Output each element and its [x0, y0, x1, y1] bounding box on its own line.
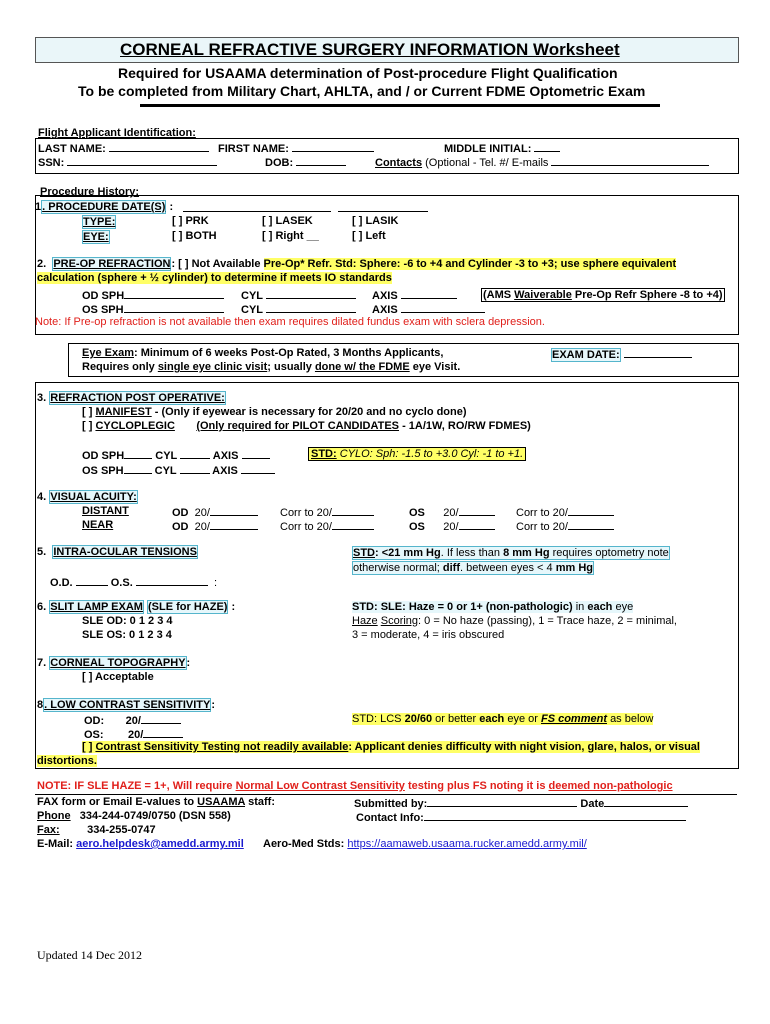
pre-op-os-axis	[372, 302, 485, 316]
lcs-std-b: 20/60	[404, 713, 433, 725]
dob-field[interactable]	[296, 155, 346, 166]
lcs-std-d: each	[479, 713, 505, 725]
submitted-label: Submitted by:	[354, 798, 428, 810]
post-op-os-cyl[interactable]	[180, 463, 210, 474]
fax-row	[37, 824, 156, 836]
post-op-od-label: OD SPH	[82, 450, 125, 462]
eye-exam-2e: eye Visit	[412, 361, 458, 373]
right-checkbox[interactable]: [ ] Right __	[262, 230, 319, 242]
procedure-heading: Procedure History:	[40, 186, 140, 198]
eye-exam-label: Eye Exam	[82, 347, 134, 359]
topography-acceptable-checkbox[interactable]: [ ] Acceptable	[82, 671, 154, 683]
eye-exam-2d: done w/ the FDME	[314, 361, 410, 373]
slit-lamp-label: SLIT LAMP EXAM	[50, 601, 143, 613]
va-corr-os-2	[516, 519, 614, 533]
not-available-checkbox[interactable]: : [ ] Not Available	[171, 258, 261, 270]
pre-op-od-sph-label: OD SPH	[82, 290, 125, 302]
lcs-od-2020: 20/	[125, 715, 141, 727]
aero-stds-label: Aero-Med Stds:	[263, 838, 345, 850]
pre-op-od-cyl	[241, 288, 356, 302]
dob-label	[265, 155, 346, 169]
sle-os-scale[interactable]: SLE OS: 0 1 2 3 4	[82, 629, 172, 641]
note-c: testing plus FS noting it is	[407, 780, 546, 792]
va-od-distant	[172, 505, 258, 519]
va-corr-label-1: Corr to 20/	[280, 507, 332, 519]
section-5-number: 5.	[37, 546, 47, 558]
pre-op-os-cyl	[241, 302, 356, 316]
iop-od-field[interactable]	[76, 575, 108, 586]
iop-std-e: requires optometry note	[552, 547, 669, 559]
post-op-od-axis-label: AXIS	[212, 450, 239, 462]
lcs-os-label: OS:	[84, 729, 104, 741]
note-b: Normal Low Contrast Sensitivity	[235, 780, 405, 792]
fax-a: FAX form or Email E-values to	[37, 796, 195, 808]
sle-std-d: eye	[615, 601, 634, 613]
contact-field[interactable]	[424, 810, 686, 821]
left-checkbox[interactable]: [ ] Left	[352, 230, 386, 242]
date-field[interactable]	[604, 796, 688, 807]
lcs-std-e: eye or	[507, 713, 538, 725]
section-1-number: 1	[35, 201, 42, 213]
iop-od-label: O.D.	[50, 577, 73, 589]
contacts-label	[375, 155, 709, 169]
lcs-std-g: as below	[610, 713, 654, 725]
section-7-heading	[37, 657, 190, 669]
procedure-date-field-1[interactable]	[183, 201, 331, 212]
fax-c: staff:	[248, 796, 275, 808]
iop-os-label: O.S.	[110, 577, 133, 589]
section-3-number: 3.	[37, 392, 47, 404]
pre-op-std-a: Pre-Op* Refr. Std	[263, 258, 353, 270]
iop-std-line-1	[352, 546, 670, 560]
lasik-checkbox[interactable]: [ ] LASIK	[352, 215, 399, 227]
dob-text: DOB:	[265, 157, 294, 169]
first-name-text: FIRST NAME:	[218, 143, 289, 155]
contrast-unavailable-label: Contrast Sensitivity Testing not readily available	[95, 741, 349, 753]
pre-op-os-cyl-label: CYL	[241, 304, 263, 316]
submitted-row	[354, 796, 688, 810]
eye-exam-line-2: Requires only single eye clinic visit; usually done w/ the FDME eye Visit.	[82, 361, 461, 373]
manifest-label: MANIFEST	[95, 406, 152, 418]
pre-op-calc-note: calculation (sphere + ½ cylinder) to determine if meets IO standards	[37, 272, 392, 284]
va-os-label-1: OS	[409, 507, 425, 519]
submitted-field[interactable]	[427, 796, 577, 807]
ams-waiver-note	[481, 288, 725, 302]
ams-a: (AMS	[483, 289, 512, 301]
lcs-od-field[interactable]	[141, 713, 181, 724]
sle-std	[352, 601, 633, 613]
section-6-heading	[37, 601, 235, 613]
lcs-std-f: FS comment	[540, 713, 607, 725]
corneal-topography-label: CORNEAL TOPOGRAPHY	[50, 657, 186, 669]
post-op-os-axis[interactable]	[241, 463, 275, 474]
email-label: E-Mail:	[37, 838, 74, 850]
pre-op-refraction-label: PRE-OP REFRACTION	[53, 258, 171, 270]
lcs-os-2020: 20/	[128, 729, 144, 741]
haze-b: Scoring	[380, 615, 419, 627]
procedure-date-field-2[interactable]	[338, 201, 428, 212]
visual-acuity-label: VISUAL ACUITY:	[50, 491, 137, 503]
post-op-os-sph[interactable]	[124, 463, 152, 474]
eye-exam-2a: Requires only	[82, 361, 155, 373]
pre-op-od-axis	[372, 288, 457, 302]
section-8-number: 8	[37, 699, 44, 711]
va-corr-os-near-field[interactable]	[568, 519, 614, 530]
slit-lamp-label-2: (SLE for HAZE)	[148, 601, 228, 613]
sle-haze-note	[37, 780, 673, 792]
va-corr-od-near-field[interactable]	[332, 519, 374, 530]
phone-row	[37, 810, 231, 822]
procedure-dates-label: . PROCEDURE DATE(S)	[42, 201, 166, 213]
va-od-label-1: OD	[172, 507, 189, 519]
cycloplegic-checkbox[interactable]: [ ]	[82, 420, 93, 432]
phone-label: Phone	[37, 810, 71, 822]
section-8-heading	[37, 699, 215, 711]
iop-colon: :	[213, 577, 218, 589]
email-link[interactable]: aero.helpdesk@amedd.army.mil	[76, 838, 244, 850]
ssn-text: SSN:	[38, 157, 65, 169]
section-7-number: 7.	[37, 657, 47, 669]
pre-op-os-axis-field[interactable]	[401, 302, 485, 313]
phone-value: 334-244-0749/0750 (DSN 558)	[79, 810, 231, 822]
low-contrast-colon: :	[211, 699, 216, 711]
va-od-label-2: OD	[172, 521, 189, 533]
contrast-unavailable-row	[82, 741, 700, 753]
eye-exam-2c: ; usually	[267, 361, 312, 373]
ssn-field[interactable]	[67, 155, 217, 166]
eye-exam-line-1	[82, 347, 443, 359]
contact-label: Contact Info:	[356, 812, 424, 824]
contacts-note: (Optional - Tel. #/ E-mails	[425, 157, 549, 169]
pre-op-od-sph-field[interactable]	[124, 288, 224, 299]
sle-std-a: STD: SLE: Haze = 0 or 1+ (non-pathologic)	[352, 601, 573, 613]
contrast-unavailable-checkbox[interactable]: [ ]	[82, 741, 93, 753]
cyclo-row	[82, 420, 531, 432]
aero-stds-row	[263, 838, 587, 850]
post-op-od-axis[interactable]	[242, 448, 270, 459]
post-op-od-row	[82, 448, 270, 462]
haze-scoring-2: 3 = moderate, 4 = iris obscured	[352, 629, 505, 641]
fax-label: Fax:	[37, 824, 60, 836]
va-os-2020-1: 20/	[443, 507, 459, 519]
lcs-od-label: OD:	[84, 715, 105, 727]
va-corr-os-1	[516, 505, 614, 519]
sle-std-c: each	[587, 601, 613, 613]
section-4-number: 4.	[37, 491, 47, 503]
eye-label: EYE:	[83, 231, 109, 243]
va-od-2020-1: 20/	[194, 507, 210, 519]
section-3-heading	[37, 392, 226, 404]
va-corr-label-2: Corr to 20/	[280, 521, 332, 533]
iop-std-d: 8 mm Hg	[503, 547, 550, 559]
near-label: NEAR	[82, 519, 114, 531]
section-2-number: 2.	[37, 258, 47, 270]
page-title: CORNEAL REFRACTIVE SURGERY INFORMATION Worksheet	[120, 40, 620, 59]
lcs-od-row	[84, 713, 181, 727]
pre-op-os-sph-label: OS SPH	[82, 304, 124, 316]
lcs-std	[352, 713, 653, 725]
pre-op-os-cyl-field[interactable]	[266, 302, 356, 313]
applicant-heading: Flight Applicant Identification:	[38, 127, 196, 139]
post-op-os-axis-label: AXIS	[212, 465, 238, 477]
refraction-post-op-label: REFRACTION POST OPERATIVE:	[50, 392, 225, 404]
contrast-unavailable-note: : Applicant denies difficulty with night vision, glare, halos, or visual	[348, 741, 700, 753]
subtitle-2: To be completed from Military Chart, AHLTA, and / or Current FDME Optometric Exam	[78, 83, 646, 99]
contrast-unavailable-note-2: distortions.	[37, 755, 97, 767]
iop-std-c: . If less than	[440, 547, 501, 559]
pre-op-od-cyl-field[interactable]	[266, 288, 356, 299]
section-6-number: 6.	[37, 601, 47, 613]
contacts-text: Contacts	[375, 157, 423, 169]
va-os-near-field[interactable]	[459, 519, 495, 530]
intra-ocular-label: INTRA-OCULAR TENSIONS	[53, 546, 197, 558]
pre-op-std-b: : Sphere: -6 to +4 and Cylinder -3 to +3; use sphere equivalent	[352, 258, 677, 270]
ssn-label	[38, 155, 217, 169]
va-od-near-field[interactable]	[210, 519, 258, 530]
va-os-2020-2: 20/	[443, 521, 459, 533]
both-checkbox[interactable]: [ ] BOTH	[172, 230, 217, 242]
corneal-topography-colon: :	[186, 657, 191, 669]
contacts-field[interactable]	[551, 155, 709, 166]
pre-op-os-axis-label: AXIS	[372, 304, 398, 316]
slit-lamp-colon: :	[231, 601, 236, 613]
lcs-std-c: or better	[435, 713, 477, 725]
eye-exam-text-1: : Minimum of 6 weeks Post-Op Rated, 3 Months Applicants,	[133, 347, 444, 359]
last-name-field[interactable]	[109, 141, 209, 152]
manifest-checkbox[interactable]: [ ]	[82, 406, 93, 418]
lasek-checkbox[interactable]: [ ] LASEK	[262, 215, 313, 227]
email-row	[37, 838, 244, 850]
middle-initial-text: MIDDLE INITIAL:	[444, 143, 532, 155]
first-name-label	[218, 141, 374, 155]
va-os-distant	[409, 505, 495, 519]
manifest-row	[82, 406, 467, 418]
exam-date-label: EXAM DATE:	[552, 349, 620, 361]
lcs-os-row	[84, 727, 183, 741]
va-corr-od-1	[280, 505, 374, 519]
procedure-colon: :	[169, 201, 174, 213]
last-name-text: LAST NAME:	[38, 143, 106, 155]
ams-b: Waiverable	[514, 289, 572, 301]
type-label: TYPE:	[83, 216, 116, 228]
section-2-row	[37, 258, 676, 270]
updated-date: Updated 14 Dec 2012	[37, 948, 142, 962]
post-op-od-cyl[interactable]	[180, 448, 210, 459]
fax-value: 334-255-0747	[87, 824, 156, 836]
distant-label: DISTANT	[82, 505, 129, 517]
iop-std-2b: diff	[442, 562, 460, 574]
cycloplegic-note-a: (Only required for PILOT CANDIDATES	[196, 420, 400, 432]
sle-od-scale[interactable]: SLE OD: 0 1 2 3 4	[82, 615, 173, 627]
pre-op-od-axis-field[interactable]	[401, 288, 457, 299]
middle-initial-field[interactable]	[534, 141, 560, 152]
pre-op-od-row	[82, 288, 224, 302]
note-a: NOTE: IF SLE HAZE = 1+, Will require	[37, 780, 233, 792]
dilated-exam-note: Note: If Pre-op refraction is not available then exam requires dilated fundus exam with sclera depression.	[35, 316, 545, 328]
va-corr-od-distant-field[interactable]	[332, 505, 374, 516]
eye-exam-2b: single eye clinic visit	[157, 361, 268, 373]
cycloplegic-note-b: - 1A/1W, RO/RW FDMES)	[399, 420, 531, 432]
iop-std-a: STD	[353, 547, 375, 559]
iop-os-field[interactable]	[136, 575, 208, 586]
va-corr-label-3: Corr to 20/	[516, 507, 568, 519]
pre-op-os-row	[82, 302, 224, 316]
date-label: Date	[580, 798, 605, 810]
sle-std-b: in	[575, 601, 585, 613]
exam-date-field[interactable]	[624, 347, 692, 358]
fax-b: USAAMA	[197, 796, 246, 808]
cyclo-std-box	[308, 447, 526, 461]
iop-std-2d: mm Hg	[555, 562, 593, 574]
contact-row	[356, 810, 686, 824]
header-rule	[140, 104, 660, 107]
section-4-heading	[37, 491, 138, 503]
section-1-row	[35, 201, 173, 213]
va-corr-od-2	[280, 519, 374, 533]
iop-std-line-2	[352, 561, 594, 575]
va-od-distant-field[interactable]	[210, 505, 258, 516]
va-corr-os-distant-field[interactable]	[568, 505, 614, 516]
post-op-od-cyl-label: CYL	[155, 450, 178, 462]
va-os-distant-field[interactable]	[459, 505, 495, 516]
va-od-2020-2: 20/	[194, 521, 210, 533]
fax-instructions	[37, 796, 275, 808]
cycloplegic-label: CYCLOPLEGIC	[95, 420, 175, 432]
va-corr-label-4: Corr to 20/	[516, 521, 568, 533]
low-contrast-label: . LOW CONTRAST SENSITIVITY	[44, 699, 211, 711]
section-5-heading	[37, 546, 198, 558]
post-op-os-cyl-label: CYL	[154, 465, 177, 477]
va-os-label-2: OS	[409, 521, 425, 533]
va-od-near	[172, 519, 258, 533]
lcs-std-a: STD: LCS	[352, 713, 402, 725]
iop-std-b: : <21 mm Hg	[375, 547, 441, 559]
aero-stds-link[interactable]: https://aamaweb.usaama.rucker.amedd.army.mil/	[347, 838, 587, 850]
va-os-near	[409, 519, 495, 533]
note-d: deemed non-pathologic	[548, 780, 673, 792]
footer-rule	[35, 794, 737, 795]
cyclo-std-label: STD:	[311, 448, 337, 460]
pre-op-od-cyl-label: CYL	[241, 290, 263, 302]
last-name-label	[38, 141, 209, 155]
middle-initial-label	[444, 141, 560, 155]
subtitle-1: Required for USAAMA determination of Post-procedure Flight Qualification	[118, 65, 618, 81]
exam-date-row	[551, 347, 692, 361]
iop-std-2a: otherwise normal;	[353, 562, 440, 574]
iop-row	[50, 575, 217, 589]
haze-a: Haze	[352, 615, 378, 627]
pre-op-od-axis-label: AXIS	[372, 290, 398, 302]
haze-scoring-1	[352, 615, 677, 627]
lcs-os-field[interactable]	[143, 727, 183, 738]
post-op-od-sph[interactable]	[124, 448, 152, 459]
cyclo-std-text: CYLO: Sph: -1.5 to +3.0 Cyl: -1 to +1.	[336, 448, 524, 460]
first-name-field[interactable]	[292, 141, 374, 152]
haze-c: : 0 = No haze (passing), 1 = Trace haze, 2 = minimal,	[418, 615, 677, 627]
manifest-note: - (Only if eyewear is necessary for 20/20 and no cyclo done)	[151, 406, 467, 418]
iop-std-2c: . between eyes < 4	[460, 562, 553, 574]
post-op-os-row	[82, 463, 275, 477]
ams-c: Pre-Op Refr Sphere -8 to +4)	[574, 289, 723, 301]
prk-checkbox[interactable]: [ ] PRK	[172, 215, 209, 227]
pre-op-os-sph-field[interactable]	[124, 302, 224, 313]
post-op-os-label: OS SPH	[82, 465, 124, 477]
